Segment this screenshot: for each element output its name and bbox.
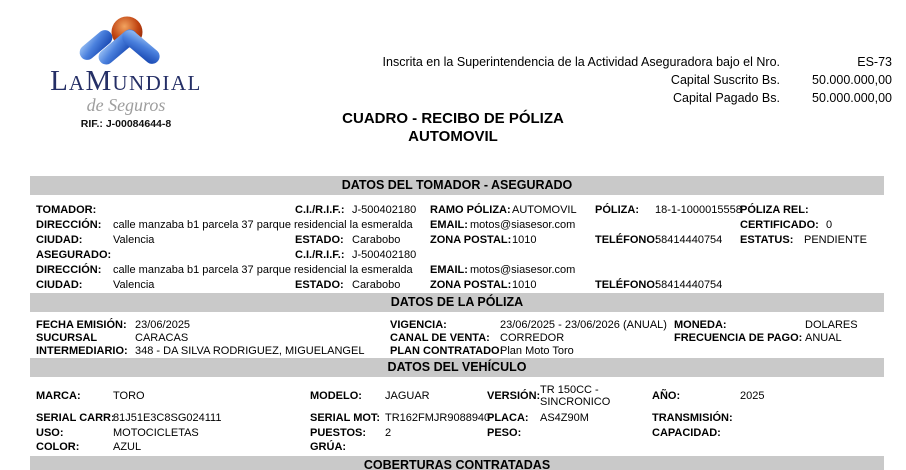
asegurado-ciudad-label: CIUDAD: bbox=[36, 279, 83, 291]
brand-cap2: M bbox=[85, 65, 113, 97]
asegurado-zona-postal-label: ZONA POSTAL: bbox=[430, 279, 512, 291]
brand-tagline: de Seguros bbox=[86, 95, 166, 115]
canal-venta-value: CORREDOR bbox=[500, 332, 565, 344]
sucursal-label: SUCURSAL bbox=[36, 332, 98, 344]
version-value: TR 150CC - SINCRONICO bbox=[540, 384, 611, 408]
certificado-value: 0 bbox=[826, 219, 833, 231]
lamundial-logo-icon bbox=[76, 12, 166, 65]
capital-suscrito-value: 50.000.000,00 bbox=[812, 73, 892, 87]
tomador-ciudad-label: CIUDAD: bbox=[36, 234, 83, 246]
poliza-value: 18-1-1000015558 bbox=[655, 204, 742, 216]
grua-label: GRÚA: bbox=[310, 441, 347, 453]
puestos-value: 2 bbox=[385, 427, 392, 439]
tomador-email-value: motos@siasesor.com bbox=[470, 219, 576, 231]
asegurado-cirif-label: C.I./R.I.F.: bbox=[295, 249, 345, 261]
uso-value: MOTOCICLETAS bbox=[113, 427, 199, 439]
tomador-direccion-value: calle manzaba b1 parcela 37 parque residencial la esmeralda bbox=[113, 219, 413, 231]
ramo-poliza-label: RAMO PÓLIZA: bbox=[430, 204, 511, 216]
capital-suscrito-label: Capital Suscrito Bs. bbox=[670, 73, 780, 87]
tomador-zona-postal-label: ZONA POSTAL: bbox=[430, 234, 512, 246]
modelo-label: MODELO: bbox=[310, 390, 362, 402]
registration-block bbox=[272, 53, 892, 107]
color-value: AZUL bbox=[113, 441, 142, 453]
intermediario-label: INTERMEDIARIO: bbox=[36, 345, 128, 357]
certificado-label: CERTIFICADO: bbox=[740, 219, 819, 231]
modelo-value: JAGUAR bbox=[385, 390, 430, 402]
tomador-cirif-value: J-500402180 bbox=[352, 204, 417, 216]
uso-label: USO: bbox=[36, 427, 64, 439]
tomador-label: TOMADOR: bbox=[36, 204, 97, 216]
intermediario-value: 348 - DA SILVA RODRIGUEZ, MIGUELANGEL bbox=[135, 345, 365, 357]
transmision-label: TRANSMISIÓN: bbox=[652, 412, 733, 424]
tomador-cirif-label: C.I./R.I.F.: bbox=[295, 204, 345, 216]
asegurado-zona-postal-value: 1010 bbox=[512, 279, 537, 291]
marca-value: TORO bbox=[113, 390, 145, 402]
tomador-ciudad-value: Valencia bbox=[113, 234, 155, 246]
poliza-label: PÓLIZA: bbox=[595, 204, 639, 216]
asegurado-direccion-value: calle manzaba b1 parcela 37 parque residencial la esmeralda bbox=[113, 264, 413, 276]
peso-label: PESO: bbox=[487, 427, 522, 439]
estatus-label: ESTATUS: bbox=[740, 234, 794, 246]
sucursal-value: CARACAS bbox=[135, 332, 189, 344]
estatus-value: PENDIENTE bbox=[804, 234, 867, 246]
asegurado-telefono-label: TELÉFONO: bbox=[595, 279, 659, 291]
serial-mot-value: TR162FMJR9088940 bbox=[385, 412, 491, 424]
frecuencia-pago-label: FRECUENCIA DE PAGO: bbox=[674, 332, 803, 344]
registration-nro-label: Inscrita en la Superintendencia de la Actividad Aseguradora bajo el Nro. bbox=[382, 55, 780, 69]
section-header-vehiculo: DATOS DEL VEHÍCULO bbox=[30, 358, 884, 377]
marca-label: MARCA: bbox=[36, 390, 81, 402]
tomador-telefono-label: TELÉFONO: bbox=[595, 234, 659, 246]
capacidad-label: CAPACIDAD: bbox=[652, 427, 721, 439]
capital-pagado-value: 50.000.000,00 bbox=[812, 91, 892, 105]
brand-small1: A bbox=[68, 71, 86, 95]
serial-carr-label: SERIAL CARR: bbox=[36, 412, 115, 424]
placa-label: PLACA: bbox=[487, 412, 529, 424]
moneda-label: MONEDA: bbox=[674, 319, 727, 331]
tomador-direccion-label: DIRECCIÓN: bbox=[36, 219, 102, 231]
poliza-rel-label: PÓLIZA REL: bbox=[740, 204, 809, 216]
capital-pagado-label: Capital Pagado Bs. bbox=[672, 91, 780, 105]
placa-value: AS4Z90M bbox=[540, 412, 589, 424]
asegurado-label: ASEGURADO: bbox=[36, 249, 112, 261]
registration-row bbox=[272, 89, 892, 107]
asegurado-estado-value: Carabobo bbox=[352, 279, 401, 291]
asegurado-ciudad-value: Valencia bbox=[113, 279, 155, 291]
section-header-poliza: DATOS DE LA PÓLIZA bbox=[30, 293, 884, 312]
fecha-emision-value: 23/06/2025 bbox=[135, 319, 191, 331]
puestos-label: PUESTOS: bbox=[310, 427, 367, 439]
color-label: COLOR: bbox=[36, 441, 80, 453]
section-header-tomador: DATOS DEL TOMADOR - ASEGURADO bbox=[30, 176, 884, 195]
ramo-poliza-value: AUTOMOVIL bbox=[512, 204, 577, 216]
tomador-telefono-value: 58414440754 bbox=[655, 234, 723, 246]
serial-mot-label: SERIAL MOT: bbox=[310, 412, 381, 424]
brand-small2: UNDIAL bbox=[112, 71, 202, 95]
ano-value: 2025 bbox=[740, 390, 765, 402]
plan-contratado-label: PLAN CONTRATADO: bbox=[390, 345, 504, 357]
section-header-coberturas: COBERTURAS CONTRATADAS bbox=[30, 456, 884, 470]
document-title-line2: AUTOMOVIL bbox=[408, 128, 498, 145]
version-label: VERSIÓN: bbox=[487, 390, 541, 402]
registration-row bbox=[272, 53, 892, 71]
vigencia-label: VIGENCIA: bbox=[390, 319, 447, 331]
brand-cap1: L bbox=[50, 65, 69, 97]
asegurado-email-value: motos@siasesor.com bbox=[470, 264, 576, 276]
tomador-estado-value: Carabobo bbox=[352, 234, 401, 246]
brand-rif: RIF.: J-00084644-8 bbox=[80, 118, 172, 130]
canal-venta-label: CANAL DE VENTA: bbox=[390, 332, 490, 344]
asegurado-estado-label: ESTADO: bbox=[295, 279, 344, 291]
tomador-email-label: EMAIL: bbox=[430, 219, 468, 231]
registration-nro-value: ES-73 bbox=[857, 55, 892, 69]
tomador-zona-postal-value: 1010 bbox=[512, 234, 537, 246]
vigencia-value: 23/06/2025 - 23/06/2026 (ANUAL) bbox=[500, 319, 667, 331]
asegurado-telefono-value: 58414440754 bbox=[655, 279, 723, 291]
asegurado-direccion-label: DIRECCIÓN: bbox=[36, 264, 102, 276]
tomador-estado-label: ESTADO: bbox=[295, 234, 344, 246]
serial-carr-value: 81J51E3C8SG024111 bbox=[113, 412, 222, 424]
moneda-value: DOLARES bbox=[805, 319, 858, 331]
document-title-line1: CUADRO - RECIBO DE PÓLIZA bbox=[342, 110, 564, 127]
frecuencia-pago-value: ANUAL bbox=[805, 332, 842, 344]
fecha-emision-label: FECHA EMISIÓN: bbox=[36, 319, 127, 331]
plan-contratado-value: Plan Moto Toro bbox=[500, 345, 574, 357]
asegurado-cirif-value: J-500402180 bbox=[352, 249, 417, 261]
asegurado-email-label: EMAIL: bbox=[430, 264, 468, 276]
registration-row bbox=[272, 71, 892, 89]
ano-label: AÑO: bbox=[652, 390, 681, 402]
